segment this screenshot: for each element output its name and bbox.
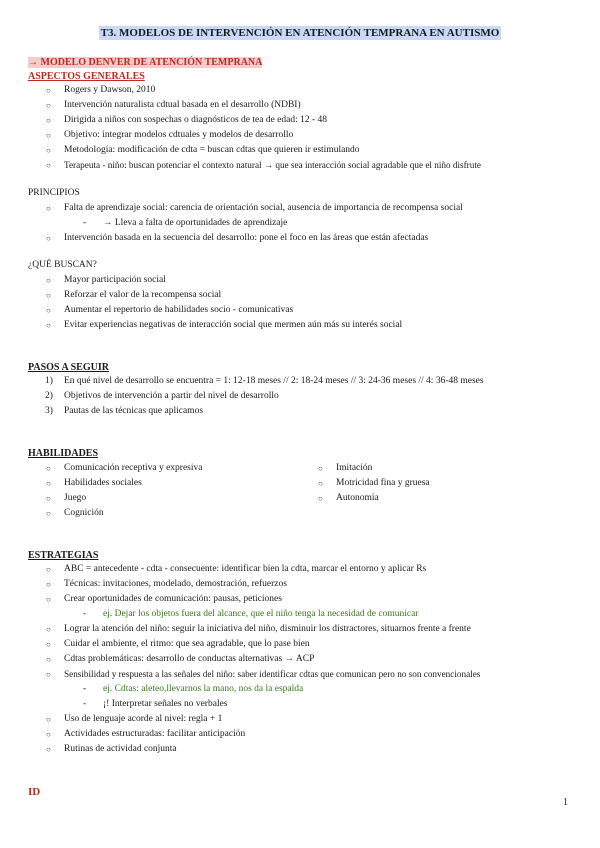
list-item: Mayor participación social bbox=[64, 275, 166, 285]
bullet-icon: ○ bbox=[46, 745, 51, 754]
list-item: Reforzar el valor de la recompensa social bbox=[64, 290, 222, 300]
list-item: Cognición bbox=[64, 508, 104, 518]
sub-list-item: ¡! Interpretar señales no verbales bbox=[103, 699, 228, 709]
list-item: Crear oportunidades de comunicación: pausas, peticiones bbox=[64, 594, 282, 604]
list-item: Autonomía bbox=[336, 493, 379, 503]
list-item: Rutinas de actividad conjunta bbox=[64, 744, 177, 754]
bullet-icon: ○ bbox=[46, 509, 51, 518]
bullet-icon: ○ bbox=[46, 306, 51, 315]
bullet-icon: ○ bbox=[46, 101, 51, 110]
principios-heading: PRINCIPIOS bbox=[28, 188, 80, 198]
dash-icon: - bbox=[83, 218, 87, 228]
bullet-icon: ○ bbox=[46, 131, 51, 140]
list-item: Pautas de las técnicas que aplicamos bbox=[64, 406, 204, 416]
bullet-icon: ○ bbox=[46, 204, 51, 213]
bullet-icon: ○ bbox=[46, 116, 51, 125]
bullet-icon: ○ bbox=[46, 146, 51, 155]
estrategias-heading: ESTRATEGIAS bbox=[28, 550, 99, 561]
dash-icon: - bbox=[83, 699, 87, 709]
sub-list-item: → Lleva a falta de oportunidades de aprendizaje bbox=[103, 218, 288, 228]
page-title: T3. MODELOS DE INTERVENCIÓN EN ATENCIÓN TEMPRANA EN AUTISMO bbox=[100, 27, 500, 39]
bullet-icon: ○ bbox=[46, 291, 51, 300]
bullet-icon: ○ bbox=[46, 565, 51, 574]
list-item: Sensibilidad y respuesta a las señales del niño: saber identificar cdtas que comunican pero no son convencionales bbox=[64, 669, 481, 679]
list-item: Juego bbox=[64, 493, 87, 503]
page-number: 1 bbox=[563, 797, 568, 808]
list-item: Cuidar el ambiente, el ritmo: que sea agradable, que lo pase bien bbox=[64, 639, 310, 649]
list-item: Rogers y Dawson, 2010 bbox=[64, 85, 156, 95]
bullet-icon: ○ bbox=[46, 479, 51, 488]
step-number: 3) bbox=[45, 406, 53, 416]
que-buscan-heading: ¿QUÉ BUSCAN? bbox=[28, 260, 97, 270]
bullet-icon: ○ bbox=[46, 730, 51, 739]
list-item: ABC = antecedente - cdta - consecuente: identificar bien la cdta, marcar el entorno y aplicar Rs bbox=[64, 564, 427, 574]
step-number: 2) bbox=[45, 391, 53, 401]
list-item: Terapeuta - niño: buscan potenciar el contexto natural → que sea interacción social agradable que el niño disfrute bbox=[64, 160, 481, 170]
aspectos-heading: ASPECTOS GENERALES bbox=[28, 71, 145, 82]
habilidades-heading: HABILIDADES bbox=[28, 448, 99, 459]
bullet-icon: ○ bbox=[46, 276, 51, 285]
dash-icon: - bbox=[83, 684, 87, 694]
list-item: Objetivos de intervención a partir del nivel de desarrollo bbox=[64, 391, 279, 401]
list-item: Comunicación receptiva y expresiva bbox=[64, 463, 203, 473]
sub-list-item: ej. Cdtas: aleteo,llevarnos la mano, nos da la espalda bbox=[103, 684, 304, 694]
step-number: 1) bbox=[45, 376, 53, 386]
pasos-heading: PASOS A SEGUIR bbox=[28, 362, 109, 373]
list-item: Técnicas: invitaciones, modelado, demostración, refuerzos bbox=[64, 579, 287, 589]
bullet-icon: ○ bbox=[46, 580, 51, 589]
dash-icon: - bbox=[83, 609, 87, 619]
bullet-icon: ○ bbox=[46, 321, 51, 330]
section-id-label: ID bbox=[28, 786, 41, 798]
model-heading: → MODELO DENVER DE ATENCIÓN TEMPRANA bbox=[28, 57, 263, 68]
bullet-icon: ○ bbox=[46, 715, 51, 724]
list-item: Lograr la atención del niño: seguir la iniciativa del niño, disminuir los distractores, situarnos frente a frente bbox=[64, 624, 471, 634]
bullet-icon: ○ bbox=[46, 670, 51, 679]
list-item: Uso de lenguaje acorde al nivel: regla + 1 bbox=[64, 714, 223, 724]
list-item: Habilidades sociales bbox=[64, 478, 142, 488]
bullet-icon: ○ bbox=[46, 234, 51, 243]
bullet-icon: ○ bbox=[46, 86, 51, 95]
sub-list-item: ej. Dejar los objetos fuera del alcance, que el niño tenga la necesidad de comunicar bbox=[103, 609, 419, 619]
list-item: Intervención basada en la secuencia del desarrollo: pone el foco en las áreas que están afectadas bbox=[64, 233, 429, 243]
list-item: Falta de aprendizaje social: carencia de orientación social, ausencia de importancia de recompensa social bbox=[64, 203, 463, 213]
bullet-icon: ○ bbox=[46, 655, 51, 664]
bullet-icon: ○ bbox=[46, 625, 51, 634]
bullet-icon: ○ bbox=[46, 640, 51, 649]
list-item: Dirigida a niños con sospechas o diagnósticos de tea de edad: 12 - 48 bbox=[64, 115, 328, 125]
list-item: Aumentar el repertorio de habilidades socio - comunicativas bbox=[64, 305, 294, 315]
list-item: En qué nivel de desarrollo se encuentra = 1: 12-18 meses // 2: 18-24 meses // 3: 24-36 meses // 4: 36-48 meses bbox=[64, 376, 484, 386]
list-item: Cdtas problemáticas: desarrollo de conductas alternativas → ACP bbox=[64, 654, 315, 664]
list-item: Motricidad fina y gruesa bbox=[336, 478, 430, 488]
list-item: Imitación bbox=[336, 463, 373, 473]
list-item: Objetivo: integrar modelos cdtuales y modelos de desarrollo bbox=[64, 130, 294, 140]
list-item: Evitar experiencias negativas de interacción social que mermen aún más su interés social bbox=[64, 320, 403, 330]
bullet-icon: ○ bbox=[46, 161, 51, 170]
bullet-icon: ○ bbox=[46, 494, 51, 503]
bullet-icon: ○ bbox=[318, 464, 323, 473]
list-item: Intervención naturalista cdtual basada en el desarrollo (NDBI) bbox=[64, 100, 301, 110]
bullet-icon: ○ bbox=[46, 464, 51, 473]
list-item: Metodología: modificación de cdta = buscan cdtas que quieren ir estimulando bbox=[64, 145, 360, 155]
bullet-icon: ○ bbox=[318, 479, 323, 488]
bullet-icon: ○ bbox=[46, 595, 51, 604]
list-item: Actividades estructuradas: facilitar anticipación bbox=[64, 729, 246, 739]
bullet-icon: ○ bbox=[318, 494, 323, 503]
